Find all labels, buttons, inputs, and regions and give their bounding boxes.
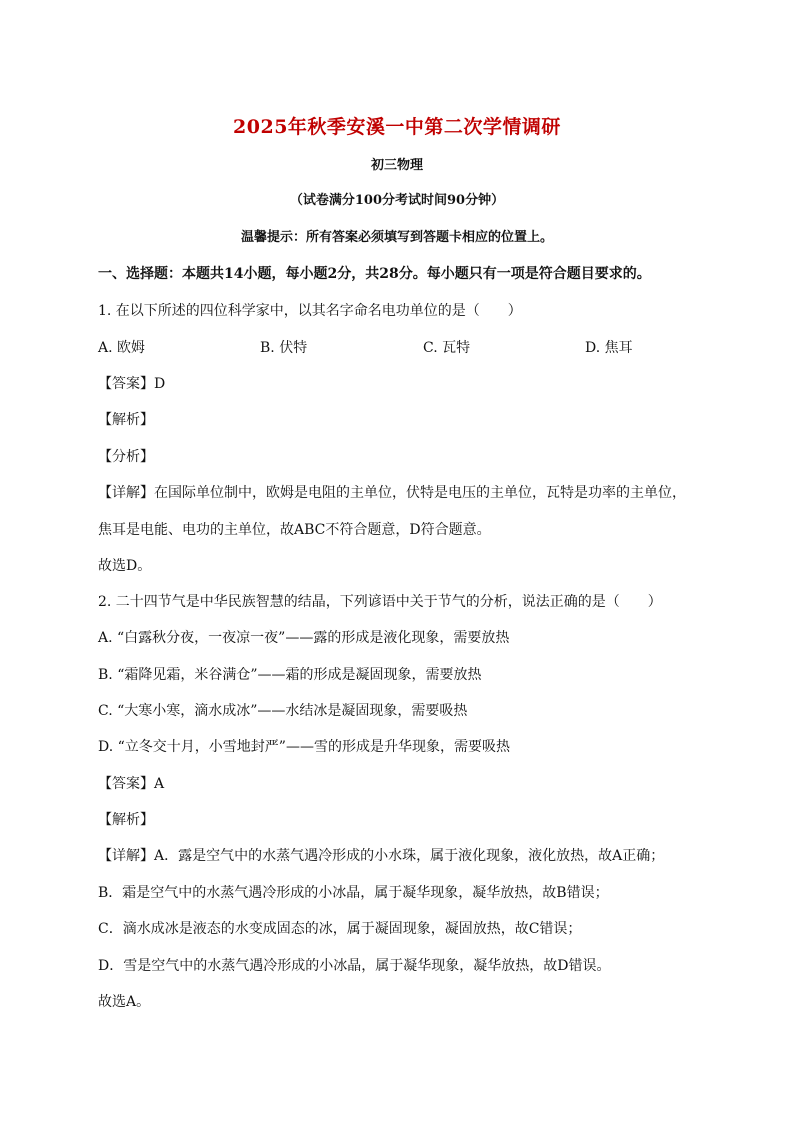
question-2-detail-line-3: C．滴水成冰是液态的水变成固态的冰，属于凝固现象，凝固放热，故C错误； [98,921,582,937]
question-1-conclusion: 故选D。 [98,558,152,574]
question-1-analysis-label: 【解析】 [98,412,154,428]
question-2-detail-line-2: B．霜是空气中的水蒸气遇冷形成的小冰晶，属于凝华现象，凝华放热，故B错误； [98,885,609,901]
section-heading: 一、选择题：本题共14小题，每小题2分，共28分。每小题只有一项是符合题目要求的。 [98,266,651,282]
question-1-option-c: C. 瓦特 [423,340,471,356]
score-time-note: （试卷满分100分考试时间90分钟） [289,193,505,208]
question-1-fenxi-label: 【分析】 [98,449,154,465]
question-1-stem: 1. 在以下所述的四位科学家中，以其名字命名电功单位的是（ ） [98,303,522,319]
question-2-answer: 【答案】A [98,776,165,792]
question-1-answer: 【答案】D [98,376,166,392]
question-2-option-d: D. “立冬交十月，小雪地封严”——雪的形成是升华现象，需要吸热 [98,739,510,755]
question-2-detail-line-1: 【详解】A．露是空气中的水蒸气遇冷形成的小水珠，属于液化现象，液化放热，故A正确； [98,848,665,864]
question-1-option-a: A. 欧姆 [98,340,146,356]
question-2-analysis-label: 【解析】 [98,812,154,828]
question-1-option-b: B. 伏特 [260,340,308,356]
question-2-detail-line-4: D．雪是空气中的水蒸气遇冷形成的小冰晶，属于凝华现象，凝华放热，故D错误。 [98,958,611,974]
question-1-detail-line-1: 【详解】在国际单位制中，欧姆是电阻的主单位，伏特是电压的主单位，瓦特是功率的主单位， [98,485,686,501]
exam-subject: 初三物理 [370,158,423,173]
exam-title: 2025年秋季安溪一中第二次学情调研 [233,116,561,138]
question-2-option-a: A. “白露秋分夜，一夜凉一夜”——露的形成是液化现象，需要放热 [98,630,510,646]
warm-tip: 温馨提示：所有答案必须填写到答题卡相应的位置上。 [240,230,553,245]
question-2-option-c: C. “大寒小寒，滴水成冰”——水结冰是凝固现象，需要吸热 [98,703,468,719]
question-2-stem: 2. 二十四节气是中华民族智慧的结晶，下列谚语中关于节气的分析，说法正确的是（ ） [98,594,662,610]
question-1-option-d: D. 焦耳 [585,340,633,356]
question-1-detail-line-2: 焦耳是电能、电功的主单位，故ABC不符合题意，D符合题意。 [98,522,491,538]
question-2-option-b: B. “霜降见霜，米谷满仓”——霜的形成是凝固现象，需要放热 [98,667,482,683]
question-2-conclusion: 故选A。 [98,994,151,1010]
